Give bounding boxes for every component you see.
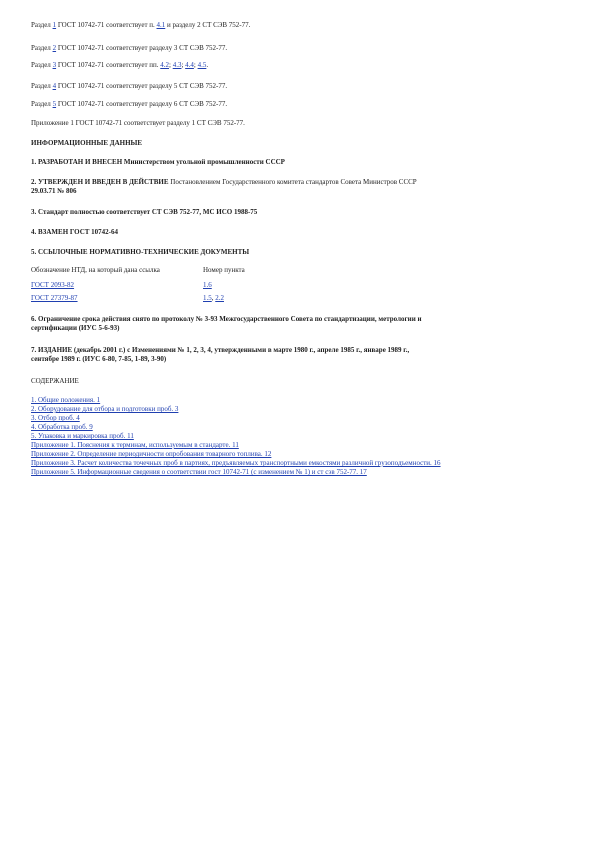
info-item-7-line2: сентябре 1989 г. (ИУС 6-80, 7-85, 1-89, 3-90) — [31, 355, 167, 363]
info-item-7: 7. ИЗДАНИЕ (декабрь 2001 г.) с Изменениями № 1, 2, 3, 4, утвержденными в марте 1980 г., апреле 1985 г., январе 1989 г., — [31, 346, 410, 354]
doc-link-gost-27379[interactable]: ГОСТ 27379-87 — [31, 294, 78, 302]
toc-heading: СОДЕРЖАНИЕ — [31, 377, 79, 385]
section-correspondence-1 — [31, 21, 250, 30]
toc-link[interactable]: Приложение 1. Пояснения к терминам, используемым в стандарте. 11 — [31, 441, 239, 449]
section-link-1[interactable]: 1 — [52, 21, 57, 29]
clause-cell — [203, 281, 212, 290]
info-item-3: 3. Стандарт полностью соответствует СТ СЭВ 752-77, МС ИСО 1988-75 — [31, 208, 258, 216]
text: ГОСТ 10742-71 соответствует разделу 6 СТ СЭВ 752-77. — [56, 100, 228, 108]
info-item-6: 6. Ограничение срока действия снято по протоколу № 3-93 Межгосударственного Совета по стандартизации, метрологии и — [31, 315, 422, 323]
info-item-5: 5. ССЫЛОЧНЫЕ НОРМАТИВНО-ТЕХНИЧЕСКИЕ ДОКУМЕНТЫ — [31, 248, 250, 256]
text: , — [211, 294, 216, 302]
text: 2. УТВЕРЖДЕН И ВВЕДЕН В ДЕЙСТВИЕ — [31, 178, 169, 186]
text: 1. РАЗРАБОТАН И ВНЕСЕН Министерством угольной промышленности СССР — [31, 158, 285, 166]
toc-link[interactable]: Приложение 3. Расчет количества точечных проб в партиях, предъявляемых транспортными емкостями различной грузоподъемности. 16 — [31, 459, 441, 467]
info-item-2 — [31, 178, 417, 187]
clause-link-4-4[interactable]: 4.4 — [185, 61, 194, 69]
toc-link[interactable]: Приложение 2. Определение периодичности опробования товарного топлива. 12 — [31, 450, 272, 458]
section-link-5[interactable]: 5 — [52, 100, 57, 108]
text: ГОСТ 10742-71 соответствует пп. — [56, 61, 161, 69]
table-header-doc: Обозначение НТД, на который дана ссылка — [31, 266, 160, 274]
section-correspondence-4 — [31, 82, 227, 91]
table-of-contents — [31, 396, 551, 477]
text: ГОСТ 10742-71 соответствует п. — [56, 21, 157, 29]
info-item-1 — [31, 158, 285, 167]
clause-cell — [203, 294, 224, 303]
toc-link[interactable]: 3. Отбор проб. 4 — [31, 414, 80, 422]
clause-link-4-1[interactable]: 4.1 — [156, 21, 166, 29]
section-link-3[interactable]: 3 — [52, 61, 57, 69]
info-heading: ИНФОРМАЦИОННЫЕ ДАННЫЕ — [31, 139, 143, 147]
clause-link[interactable]: 1.6 — [203, 281, 212, 289]
text: ; — [181, 61, 186, 69]
toc-link[interactable]: Приложение 5. Информационные сведения о соответствии гост 10742-71 (с изменением № 1) и ст сэв 752-77. 17 — [31, 468, 367, 476]
toc-link[interactable]: 1. Общие положения. 1 — [31, 396, 101, 404]
info-item-6-line2: сертификации (ИУС 5-6-93) — [31, 324, 120, 332]
text: и разделу 2 СТ СЭВ 752-77. — [165, 21, 251, 29]
text: Раздел — [31, 100, 53, 108]
toc-link[interactable]: 5. Упаковка и маркировка проб. 11 — [31, 432, 134, 440]
info-item-4: 4. ВЗАМЕН ГОСТ 10742-64 — [31, 228, 119, 236]
section-link-2[interactable]: 2 — [52, 44, 57, 52]
section-correspondence-5 — [31, 100, 227, 109]
text: Раздел — [31, 44, 53, 52]
text: ; — [193, 61, 198, 69]
section-correspondence-3 — [31, 61, 208, 70]
text: Раздел — [31, 21, 53, 29]
doc-link-gost-2093[interactable]: ГОСТ 2093-82 — [31, 281, 75, 289]
table-header-clause: Номер пункта — [203, 266, 245, 274]
toc-link[interactable]: 4. Обработка проб. 9 — [31, 423, 93, 431]
appendix-correspondence: Приложение 1 ГОСТ 10742-71 соответствует разделу 1 СТ СЭВ 752-77. — [31, 119, 245, 127]
clause-link-4-3[interactable]: 4.3 — [172, 61, 182, 69]
section-correspondence-2 — [31, 44, 227, 53]
clause-link[interactable]: 2.2 — [215, 294, 224, 302]
clause-link[interactable]: 1.5 — [203, 294, 212, 302]
toc-link[interactable]: 2. Оборудование для отбора и подготовки проб. 3 — [31, 405, 179, 413]
clause-link-4-2[interactable]: 4.2 — [160, 61, 169, 69]
info-item-2-line2: 29.03.71 № 806 — [31, 187, 77, 195]
text: Постановлением Государственного комитета стандартов Совета Министров СССР — [168, 178, 417, 186]
clause-link-4-5[interactable]: 4.5 — [197, 61, 207, 69]
text: Раздел — [31, 82, 53, 90]
text: ; — [169, 61, 173, 69]
text: Раздел — [31, 61, 53, 69]
text: ГОСТ 10742-71 соответствует разделу 5 СТ СЭВ 752-77. — [56, 82, 228, 90]
text: ГОСТ 10742-71 соответствует разделу 3 СТ СЭВ 752-77. — [56, 44, 228, 52]
section-link-4[interactable]: 4 — [52, 82, 57, 90]
text: . — [206, 61, 209, 69]
